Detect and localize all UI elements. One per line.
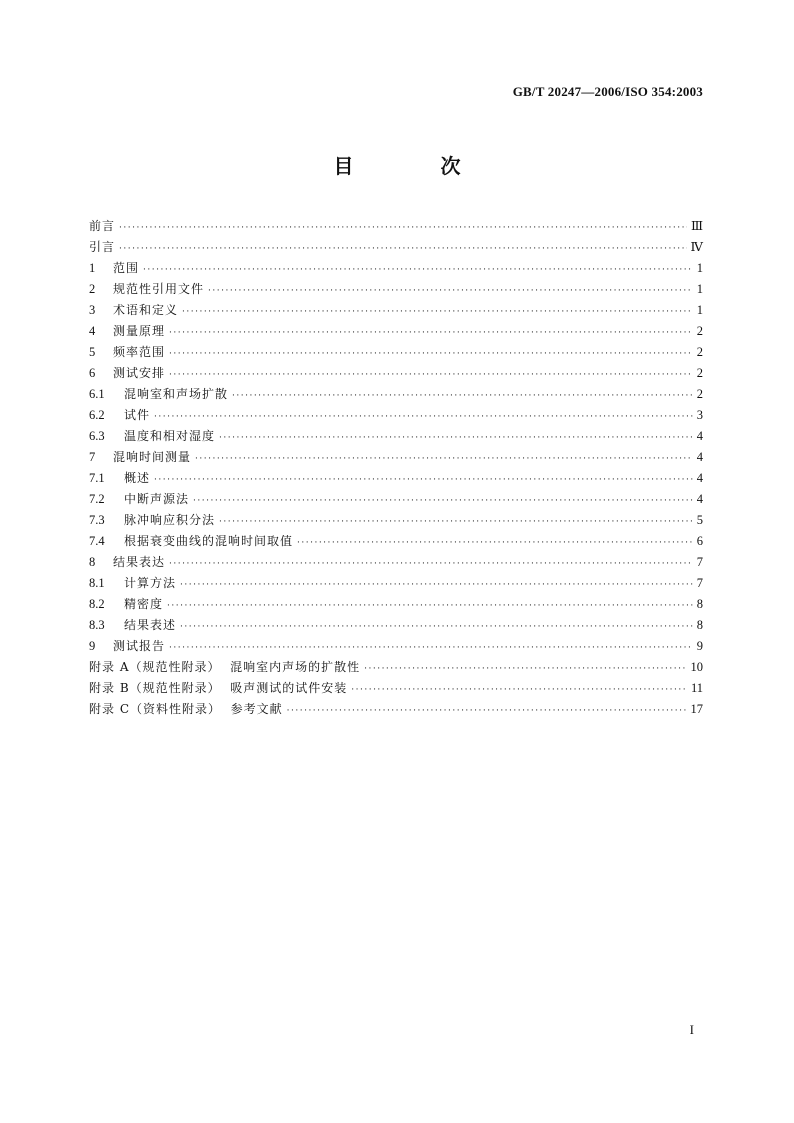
table-of-contents: [89, 216, 703, 720]
toc-entry-page: 4: [696, 471, 703, 485]
toc-entry-title: 精密度: [124, 597, 164, 611]
toc-entry-number: 9: [89, 639, 96, 653]
toc-entry-page: 2: [696, 387, 703, 401]
toc-entry-title: 试件: [124, 408, 151, 422]
toc-entry-page: Ⅳ: [690, 240, 703, 254]
toc-entry-6[interactable]: [89, 363, 703, 384]
toc-entry-page: 7: [696, 555, 703, 569]
toc-entry-title: 规范性引用文件: [113, 282, 205, 296]
toc-entry-page: 11: [690, 681, 703, 695]
toc-entry-title: 结果表达: [113, 555, 166, 569]
toc-entry-number: 5: [89, 345, 96, 359]
toc-entry-title: 混响室和声场扩散: [124, 387, 229, 401]
toc-leader-dots: [169, 638, 693, 659]
toc-entry-title: 概述: [124, 471, 151, 485]
toc-entry-page: 4: [696, 492, 703, 506]
toc-leader-dots: [297, 533, 693, 554]
toc-entry-7-2[interactable]: [89, 489, 703, 510]
toc-leader-dots: [167, 596, 693, 617]
toc-leader-dots: [154, 407, 693, 428]
toc-entry-9[interactable]: [89, 636, 703, 657]
toc-entry-title: 范围: [113, 261, 140, 275]
toc-entry-title: 结果表述: [124, 618, 177, 632]
toc-entry-page: 1: [696, 282, 703, 296]
toc-leader-dots: [154, 470, 693, 491]
toc-entry-page: 8: [696, 618, 703, 632]
toc-entry-4[interactable]: [89, 321, 703, 342]
toc-entry-page: 4: [696, 429, 703, 443]
toc-entry-title: 附录 A（规范性附录） 混响室内声场的扩散性: [89, 660, 361, 674]
toc-entry-title: 根据衰变曲线的混响时间取值: [124, 534, 294, 548]
toc-leader-dots: [180, 617, 693, 638]
toc-entry-3[interactable]: [89, 300, 703, 321]
page-title: 目 次: [333, 154, 501, 178]
toc-leader-dots: [180, 575, 693, 596]
toc-entry-number: 7.1: [89, 471, 105, 485]
toc-leader-dots: [208, 281, 693, 302]
toc-leader-dots: [119, 239, 686, 260]
toc-entry-number: 6.1: [89, 387, 105, 401]
toc-entry-annex-a[interactable]: [89, 657, 703, 678]
toc-entry-number: 8.3: [89, 618, 105, 632]
toc-entry-6-3[interactable]: [89, 426, 703, 447]
page-number: I: [689, 1022, 694, 1037]
toc-entry-7[interactable]: [89, 447, 703, 468]
toc-leader-dots: [219, 428, 693, 449]
toc-leader-dots: [169, 323, 693, 344]
toc-leader-dots: [351, 680, 687, 701]
toc-entry-7-1[interactable]: [89, 468, 703, 489]
toc-entry-title: 附录 B（规范性附录） 吸声测试的试件安装: [89, 681, 348, 695]
toc-leader-dots: [364, 659, 686, 680]
toc-entry-2[interactable]: [89, 279, 703, 300]
toc-entry-number: 8.1: [89, 576, 105, 590]
toc-entry-8-2[interactable]: [89, 594, 703, 615]
toc-entry-number: 2: [89, 282, 96, 296]
toc-entry-number: 3: [89, 303, 96, 317]
toc-entry-introduction[interactable]: [89, 237, 703, 258]
toc-entry-title: 中断声源法: [124, 492, 190, 506]
toc-entry-title: 测量原理: [113, 324, 166, 338]
toc-entry-number: 7.3: [89, 513, 105, 527]
toc-entry-title: 测试报告: [113, 639, 166, 653]
toc-entry-6-1[interactable]: [89, 384, 703, 405]
toc-leader-dots: [169, 365, 693, 386]
toc-entry-page: 5: [696, 513, 703, 527]
toc-entry-page: 3: [696, 408, 703, 422]
toc-entry-number: 6: [89, 366, 96, 380]
toc-entry-number: 7.2: [89, 492, 105, 506]
toc-entry-title: 混响时间测量: [113, 450, 192, 464]
toc-entry-page: 2: [696, 345, 703, 359]
toc-leader-dots: [119, 218, 687, 239]
toc-entry-page: 17: [690, 702, 703, 716]
toc-entry-title: 频率范围: [113, 345, 166, 359]
toc-entry-number: 8: [89, 555, 96, 569]
toc-leader-dots: [287, 701, 687, 722]
toc-entry-page: 2: [696, 324, 703, 338]
toc-entry-number: 4: [89, 324, 96, 338]
toc-entry-8[interactable]: [89, 552, 703, 573]
toc-leader-dots: [219, 512, 693, 533]
toc-entry-number: 6.3: [89, 429, 105, 443]
toc-entry-7-4[interactable]: [89, 531, 703, 552]
toc-entry-page: 6: [696, 534, 703, 548]
toc-entry-7-3[interactable]: [89, 510, 703, 531]
toc-entry-title: 附录 C（资料性附录） 参考文献: [89, 702, 283, 716]
toc-entry-1[interactable]: [89, 258, 703, 279]
toc-entry-title: 测试安排: [113, 366, 166, 380]
toc-entry-number: 1: [89, 261, 96, 275]
toc-entry-number: 7.4: [89, 534, 105, 548]
toc-entry-page: 1: [696, 303, 703, 317]
toc-entry-annex-c[interactable]: [89, 699, 703, 720]
toc-entry-page: 4: [696, 450, 703, 464]
toc-leader-dots: [182, 302, 693, 323]
toc-entry-number: 7: [89, 450, 96, 464]
toc-entry-page: 8: [696, 597, 703, 611]
toc-entry-page: 10: [690, 660, 703, 674]
toc-entry-foreword[interactable]: [89, 216, 703, 237]
toc-entry-page: 2: [696, 366, 703, 380]
toc-leader-dots: [169, 344, 693, 365]
toc-entry-title: 计算方法: [124, 576, 177, 590]
toc-leader-dots: [143, 260, 693, 281]
toc-entry-6-2[interactable]: [89, 405, 703, 426]
toc-entry-title: 术语和定义: [113, 303, 179, 317]
toc-entry-8-3[interactable]: [89, 615, 703, 636]
toc-entry-page: 9: [696, 639, 703, 653]
toc-entry-page: 7: [696, 576, 703, 590]
toc-leader-dots: [195, 449, 693, 470]
toc-entry-page: Ⅲ: [690, 219, 703, 233]
toc-entry-annex-b[interactable]: [89, 678, 703, 699]
toc-entry-title: 脉冲响应积分法: [124, 513, 216, 527]
toc-leader-dots: [193, 491, 693, 512]
toc-entry-number: 6.2: [89, 408, 105, 422]
toc-entry-title: 前言: [89, 219, 116, 233]
toc-entry-page: 1: [696, 261, 703, 275]
standard-number: GB/T 20247—2006/ISO 354:2003: [512, 84, 703, 99]
toc-leader-dots: [169, 554, 693, 575]
toc-entry-8-1[interactable]: [89, 573, 703, 594]
toc-leader-dots: [232, 386, 693, 407]
toc-entry-number: 8.2: [89, 597, 105, 611]
toc-entry-title: 引言: [89, 240, 116, 254]
toc-entry-title: 温度和相对湿度: [124, 429, 216, 443]
toc-entry-5[interactable]: [89, 342, 703, 363]
